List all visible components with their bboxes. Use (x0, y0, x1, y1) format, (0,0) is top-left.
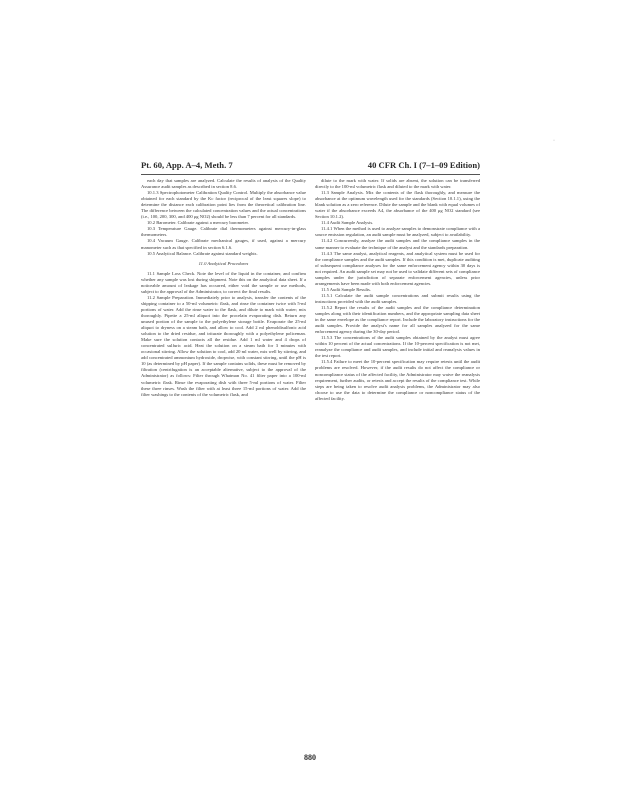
paragraph: 11.4.2 Concurrently, analyze the audit samples and the compliance samples in the same manner to evaluate the technique of the analyst and the standards preparation. (315, 238, 480, 250)
paragraph: 11.5.2 Report the results of the audit samples and the compliance determination samples along with their identification numbers, and the appropriate sampling data sheet in the same envelope as the compliance report. Include the laboratory instructions for the audit samples. Provide the analyst's name for all samples analyzed for the same enforcement agency during the 30-day period. (315, 304, 480, 335)
paragraph: 11.5.3 The concentrations of the audit samples obtained by the analyst must agree within 10 percent of the actual concentrations. If the 10-percent specification is not met, reanalyze the compliance and audit samples, and include initial and reanalysis values in the test report. (315, 335, 480, 359)
paragraph: 11.5.4 Failure to meet the 10-percent specification may require retests until the audit problems are resolved. However, if the audit results do not affect the compliance or noncompliance status of the affected facility, the Administrator may waive the reanalysis requirement, further audits, or retests and accept the results of the compliance test. While steps are being taken to resolve audit analysis problems, the Administrator may also choose to use the data to determine the compliance or noncompliance status of the affected facility. (315, 359, 480, 401)
margin-mark: · (553, 138, 555, 144)
right-column (315, 178, 480, 743)
paragraph: 10.1.3 Spectrophotometer Calibration Quality Control. Multiply the absorbance value obtained for each standard by the Kc factor (reciprocal of the least squares slope) to determine the distance each calibration point lies from the theoretical calibration line. The difference between the calculated concentration values and the actual concentrations (i.e., 100, 200, 300, and 400 μg NO2) should be less than 7 percent for all standards. (141, 190, 306, 220)
header-left: Pt. 60, App. A–4, Meth. 7 (141, 160, 233, 170)
paragraph: 11.5 Audit Sample Results. (321, 286, 371, 292)
paragraph: dilute to the mark with water. If solids are absent, the solution can be transferred directly to the 100-ml volumetric flask and diluted to the mark with water. (315, 178, 480, 190)
paragraph: each day that samples are analyzed. Calculate the results of analysis of the Quality Assurance audit samples as described in section 8.6. (141, 178, 306, 190)
paragraph: 11.2 Sample Preparation. Immediately prior to analysis, transfer the contents of the shipping container to a 50-ml volumetric flask, and rinse the container twice with 5-ml portions of water. Add the rinse water to the flask, and dilute to mark with water; mix thoroughly. Pipette a 25-ml aliquot into the procelain evaporating dish. Return any unused portion of the sample to the polyethylene storage bottle. Evaporate the 25-ml aliquot to dryness on a steam bath, and allow to cool. Add 2 ml phenoldisulfonic acid solution to the dried residue, and triturate thoroughly with a polyethylene policeman. Make sure the solution contacts all the residue. Add 1 ml water and 4 drops of concentrated sulfuric acid. Heat the solution on a steam bath for 3 minutes with occasional stirring. Allow the solution to cool, add 20 ml water, mix well by stirring, and add concentrated ammonium hydroxide, dropwise, with constant stirring, until the pH is 10 (as determined by pH paper). If the sample contains solids, these must be removed by filtration (centrifugation is an acceptable alternative, subject to the approval of the Administrator) as follows: Filter through Whatman No. 41 filter paper into a 100-ml volumetric flask. Rinse the evaporating dish with three 5-ml portions of water. Filter these three rinses. Wash the filter with at least three 15-ml portions of water. Add the filter washings to the contents of the volumetric flask, and (141, 294, 306, 397)
paragraph: 11.5.1 Calculate the audit sample concentrations and submit results using the instructions provided with the audit samples. (315, 292, 480, 304)
header-right: 40 CFR Ch. I (7–1–09 Edition) (367, 160, 480, 170)
page-number: 880 (304, 753, 316, 762)
left-column (141, 178, 306, 743)
running-header (141, 160, 480, 172)
paragraph: 10.5 Analytical Balance. Calibrate against standard weights. (147, 250, 258, 256)
paragraph: 10.2 Barometer. Calibrate against a mercury barometer. (147, 220, 249, 226)
paragraph: 10.3 Temperature Gauge. Calibrate dial thermometers against mercury-in-glass thermometers. (141, 226, 306, 238)
paragraph: 10.4 Vacuum Gauge. Calibrate mechanical gauges, if used, against a mercury manometer such as that specified in section 6.1.6. (141, 238, 306, 250)
header-rule (141, 174, 480, 175)
section-heading: 11.0 Analytical Procedures (198, 260, 249, 266)
paragraph: 11.1 Sample Loss Check. Note the level of the liquid in the container, and confirm whether any sample was lost during shipment. Note this on the analytical data sheet. If a noticeable amount of leakage has occurred, either void the sample or use methods, subject to the approval of the Administrator, to correct the final results. (141, 270, 306, 294)
paragraph: 11.4 Audit Sample Analysis. (321, 220, 374, 226)
paragraph: 11.4.3 The same analyst, analytical reagents, and analytical system must be used for the compliance samples and the audit samples. If this condition is met, duplicate auditing of subsequent compliance analyses for the same enforcement agency within 30 days is not required. An audit sample set may not be used to validate different sets of compliance samples under the jurisdiction of separate enforcement agencies, unless prior arrangements have been made with both enforcement agencies. (315, 250, 480, 286)
paragraph: 11.4.1 When the method is used to analyze samples to demonstrate compliance with a source emission regulation, an audit sample must be analyzed, subject to availability. (315, 226, 480, 238)
paragraph: 11.3 Sample Analysis. Mix the contents of the flask thoroughly, and measure the absorbance at the optimum wavelength used for the standards (Section 10.1.1), using the blank solution as a zero reference. Dilute the sample and the blank with equal volumes of water if the absorbance exceeds A4, the absorbance of the 400 μg NO2 standard (see Section 10.1.2). (315, 190, 480, 220)
